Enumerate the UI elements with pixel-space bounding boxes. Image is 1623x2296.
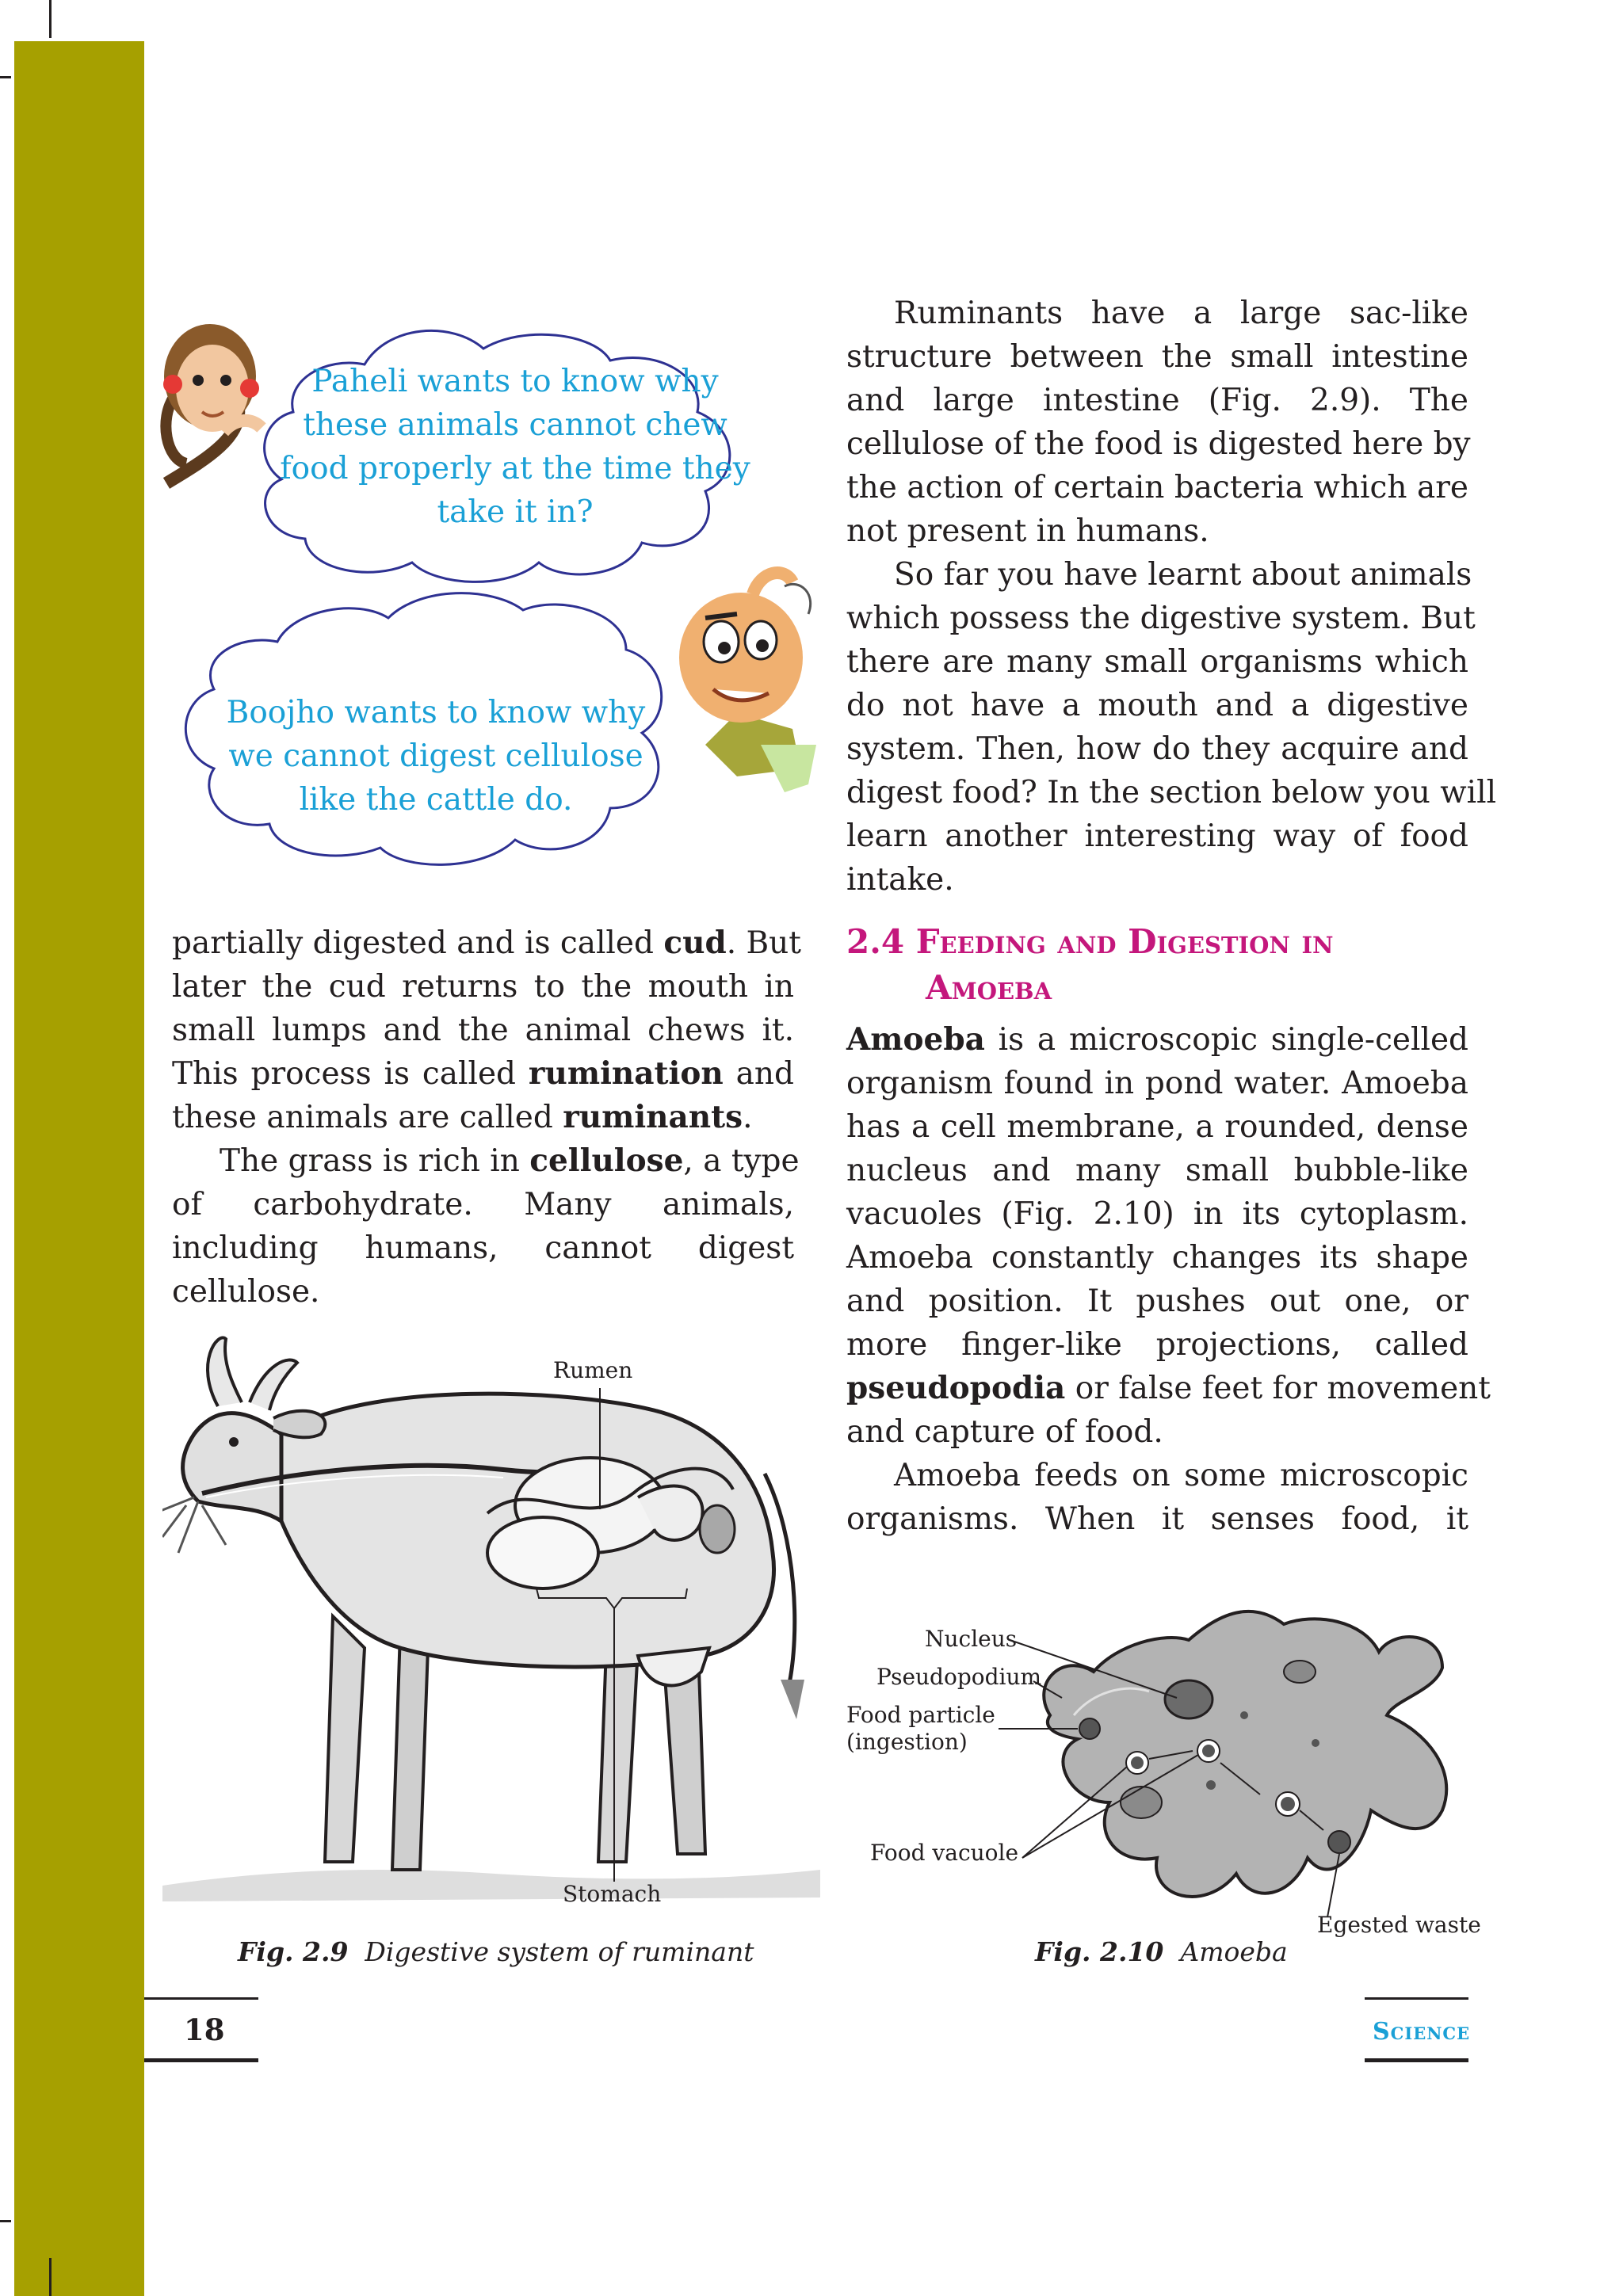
section-number: 2.4: [846, 922, 905, 961]
term-cellulose: cellulose: [529, 1142, 684, 1179]
cow-tail-tip: [781, 1680, 804, 1719]
amoeba-diagram: [999, 1596, 1474, 1937]
footer-rule-bottom-right: [1365, 2058, 1468, 2062]
ruminant-diagram: [162, 1315, 820, 1917]
cow-eye: [229, 1437, 239, 1447]
paheli-question: [238, 360, 792, 534]
right-paragraph-4: [846, 1454, 1468, 1541]
text-line: Amoeba constantly changes its shape: [846, 1240, 1468, 1276]
paheli-line: Paheli wants to know why: [311, 364, 719, 399]
boojho-line: we cannot digest cellulose: [228, 738, 643, 774]
term-ruminants: ruminants: [563, 1099, 743, 1135]
text-line: and large intestine (Fig. 2.9). The: [846, 383, 1468, 418]
text-line: which possess the digestive system. But: [846, 601, 1476, 636]
crop-mark: [0, 2220, 11, 2222]
abomasum: [700, 1505, 735, 1553]
text-line: has a cell membrane, a rounded, dense: [846, 1109, 1468, 1145]
reticulum: [487, 1517, 598, 1589]
fig-2-10-caption: [1035, 1936, 1288, 1968]
ground-shadow: [162, 1870, 820, 1901]
label-pseudopodium: Pseudopodium: [876, 1664, 1042, 1690]
text-line: structure between the small intestine: [846, 339, 1468, 375]
label-egested-waste: Egested waste: [1317, 1912, 1481, 1938]
text-line: system. Then, how do they acquire and: [846, 731, 1468, 767]
text-line: later the cud returns to the mouth in: [172, 969, 794, 1005]
cow-horn: [208, 1337, 242, 1406]
label-food-particle: [846, 1702, 995, 1756]
page-number: 18: [184, 2012, 225, 2047]
food-particle: [1079, 1718, 1100, 1739]
text-line: partially digested and is called cud. But: [172, 925, 801, 961]
text-line: Ruminants have a large sac-like: [894, 296, 1468, 331]
term-pseudopodia: pseudopodia: [846, 1370, 1066, 1406]
footer-rule-top-left: [144, 1997, 258, 2000]
vacuole: [1121, 1787, 1162, 1818]
label-rumen: Rumen: [553, 1357, 633, 1383]
crop-mark: [49, 0, 52, 38]
fig-2-9-title: Digestive system of ruminant: [365, 1936, 754, 1967]
footer-rule-top-right: [1365, 1997, 1468, 2000]
right-paragraph-3: [846, 1018, 1491, 1454]
left-paragraph-1: [172, 921, 801, 1139]
boojho-line: Boojho wants to know why: [226, 695, 646, 730]
text-line: cellulose of the food is digested here by: [846, 426, 1471, 462]
contractile-vacuole: [1284, 1661, 1316, 1683]
text-line: This process is called rumination and: [172, 1055, 794, 1092]
text-line: do not have a mouth and a digestive: [846, 688, 1468, 723]
term-rumination: rumination: [528, 1055, 724, 1092]
label-food-particle-line2: (ingestion): [846, 1729, 968, 1755]
cow-leg: [392, 1632, 428, 1870]
egested-waste-particle: [1328, 1831, 1350, 1853]
margin-band: [14, 41, 144, 2296]
boojho-line: like the cattle do.: [299, 782, 573, 818]
text-line: Amoeba feeds on some microscopic: [894, 1458, 1468, 1493]
text-line: The grass is rich in cellulose, a type: [220, 1142, 800, 1179]
fig-2-10-number: Fig. 2.10: [1035, 1936, 1164, 1967]
text-line: there are many small organisms which: [846, 644, 1468, 680]
footer-rule-bottom-left: [144, 2058, 258, 2062]
text-line: and capture of food.: [846, 1414, 1163, 1450]
right-paragraph-1: [846, 292, 1471, 553]
section-title-line1: Feeding and Digestion in: [915, 922, 1334, 961]
subject-name: Science: [1373, 2018, 1471, 2046]
term-amoeba: Amoeba: [846, 1021, 985, 1058]
cow-leg: [325, 1616, 365, 1862]
paheli-line: food properly at the time they: [280, 451, 750, 486]
text-line: these animals are called ruminants.: [172, 1099, 753, 1135]
text-line: vacuoles (Fig. 2.10) in its cytoplasm.: [846, 1196, 1468, 1232]
boojho-question: [170, 691, 701, 822]
label-stomach: Stomach: [563, 1881, 662, 1907]
text-line: cellulose.: [172, 1274, 320, 1310]
fig-2-9-caption: [238, 1936, 754, 1968]
text-line: including humans, cannot digest: [172, 1230, 794, 1266]
text-line: pseudopodia or false feet for movement: [846, 1370, 1491, 1406]
amoeba-body: [1044, 1611, 1446, 1897]
section-title-line2: Amoeba: [926, 968, 1052, 1007]
text-line: nucleus and many small bubble-like: [846, 1153, 1468, 1188]
text-line: not present in humans.: [846, 513, 1209, 549]
text-line: intake.: [846, 862, 954, 898]
cow-ear: [273, 1411, 325, 1438]
right-paragraph-2: [846, 553, 1497, 902]
text-line: of carbohydrate. Many animals,: [172, 1187, 794, 1222]
cow-leg: [598, 1648, 638, 1862]
label-food-vacuole: Food vacuole: [870, 1840, 1019, 1866]
label-food-particle-line1: Food particle: [846, 1702, 995, 1728]
text-line: and position. It pushes out one, or: [846, 1283, 1468, 1319]
text-line: So far you have learnt about animals: [894, 557, 1472, 593]
text-line: more finger-like projections, called: [846, 1327, 1468, 1363]
section-heading: [846, 919, 1468, 1011]
paheli-line: these animals cannot chew: [303, 407, 727, 443]
nucleus-organelle: [1165, 1680, 1212, 1718]
cow-horn: [250, 1360, 297, 1410]
text-line: small lumps and the animal chews it.: [172, 1013, 794, 1048]
text-line: Amoeba is a microscopic single-celled: [846, 1021, 1468, 1058]
text-line: learn another interesting way of food: [846, 818, 1468, 854]
fig-2-10-title: Amoeba: [1180, 1936, 1288, 1967]
crop-mark: [49, 2258, 52, 2296]
text-line: organisms. When it senses food, it: [846, 1501, 1468, 1537]
label-nucleus: Nucleus: [925, 1626, 1018, 1652]
text-line: organism found in pond water. Amoeba: [846, 1066, 1468, 1101]
term-cud: cud: [663, 925, 727, 961]
crop-mark: [0, 76, 11, 78]
paheli-line: take it in?: [437, 494, 594, 530]
text-line: digest food? In the section below you will: [846, 775, 1497, 810]
left-paragraph-2: [172, 1139, 800, 1314]
text-line: the action of certain bacteria which are: [846, 470, 1468, 505]
fig-2-9-number: Fig. 2.9: [238, 1936, 349, 1967]
